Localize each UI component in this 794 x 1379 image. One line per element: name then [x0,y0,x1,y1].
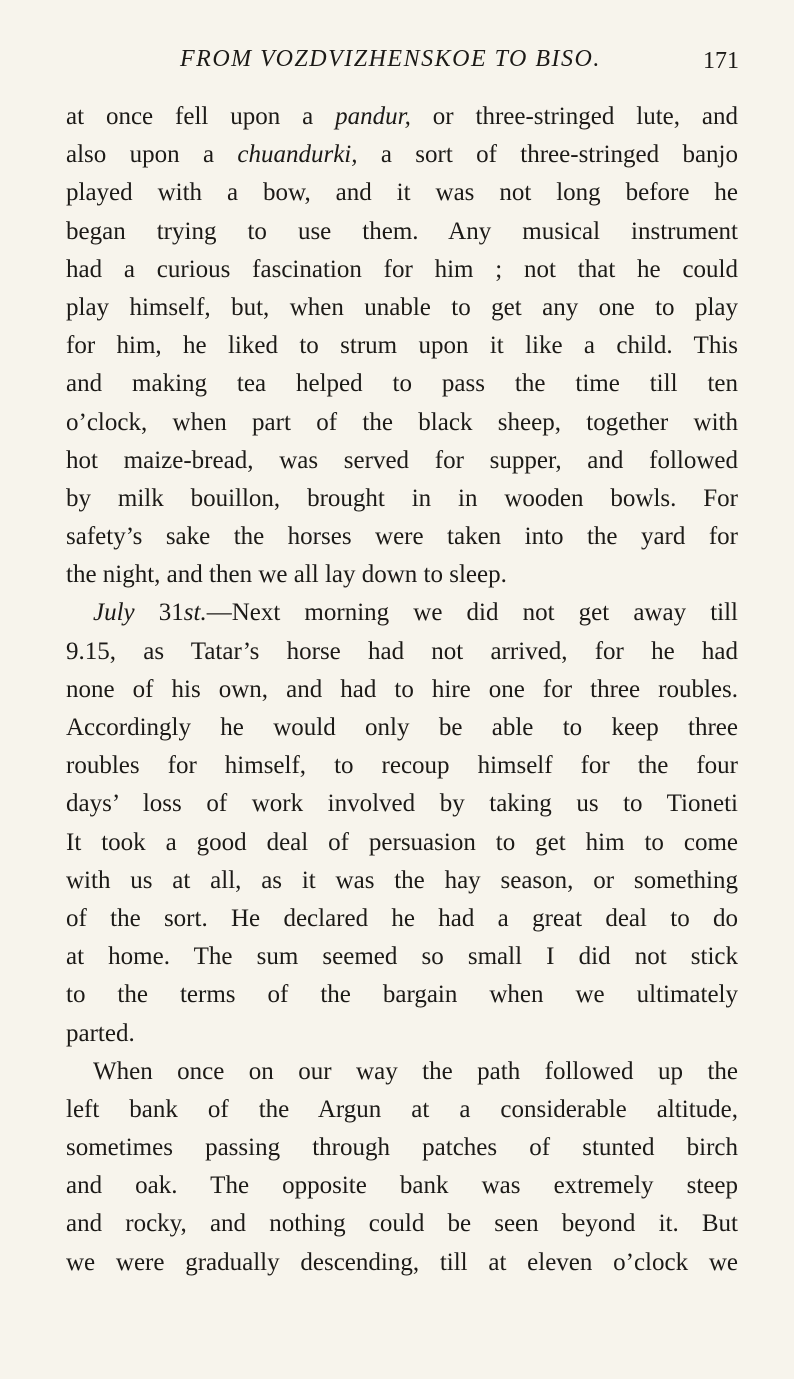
body-text [66,98,738,1282]
text-line-15: 9.15, as Tatar’s horse had not arrived, for he had [66,637,738,665]
text-line-27: left bank of the Argun at a considerable altitude, [66,1095,738,1123]
text-line-12: safety’s sake the horses were taken into the yard for [66,523,738,551]
text-line-9: o’clock, when part of the black sheep, together with [66,408,738,436]
text-line-5: had a curious fascination for him ; not that he could [66,255,738,283]
text-line-3: played with a bow, and it was not long before he [66,179,738,207]
text-line-21: with us at all, as it was the hay season, or something [66,866,738,894]
text-line-16: none of his own, and had to hire one for three roubles. [66,675,738,703]
text-line-26: When once on our way the path followed up the [93,1057,738,1085]
text-line-1: at once fell upon a pandur, or three-stringed lute, and [66,103,738,130]
text-line-19: days’ loss of work involved by taking us to Tioneti [66,790,738,818]
text-line-6: play himself, but, when unable to get any one to play [66,293,738,321]
text-line-29: and oak. The opposite bank was extremely steep [66,1172,738,1200]
text-line-18: roubles for himself, to recoup himself for the four [66,752,738,780]
text-line-4: began trying to use them. Any musical instrument [66,217,738,245]
text-line-11: by milk bouillon, brought in in wooden bowls. For [66,484,738,512]
text-line-25: parted. [66,1019,135,1047]
running-head [0,46,794,80]
text-line-23: at home. The sum seemed so small I did not stick [66,943,738,971]
text-line-28: sometimes passing through patches of stunted birch [66,1134,738,1162]
text-line-13: the night, and then we all lay down to sleep. [66,561,507,589]
text-line-8: and making tea helped to pass the time till ten [66,370,738,398]
text-line-30: and rocky, and nothing could be seen beyond it. But [66,1210,738,1238]
text-line-17: Accordingly he would only be able to keep three [66,714,738,741]
text-line-10: hot maize-bread, was served for supper, and followed [66,446,738,474]
running-title: FROM VOZDVIZHENSKOE TO BISO. [180,46,601,72]
text-line-2: also upon a chuandurki, a sort of three-stringed banjo [66,141,738,169]
text-line-20: It took a good deal of persuasion to get him to come [66,828,738,856]
text-line-7: for him, he liked to strum upon it like a child. This [66,332,738,360]
text-line-24: to the terms of the bargain when we ultimately [66,981,738,1009]
text-line-31: we were gradually descending, till at eleven o’clock we [66,1248,738,1276]
page-number: 171 [703,48,739,74]
text-line-22: of the sort. He declared he had a great deal to do [66,904,738,932]
text-line-14: July 31st.—Next morning we did not get away till [93,599,738,627]
